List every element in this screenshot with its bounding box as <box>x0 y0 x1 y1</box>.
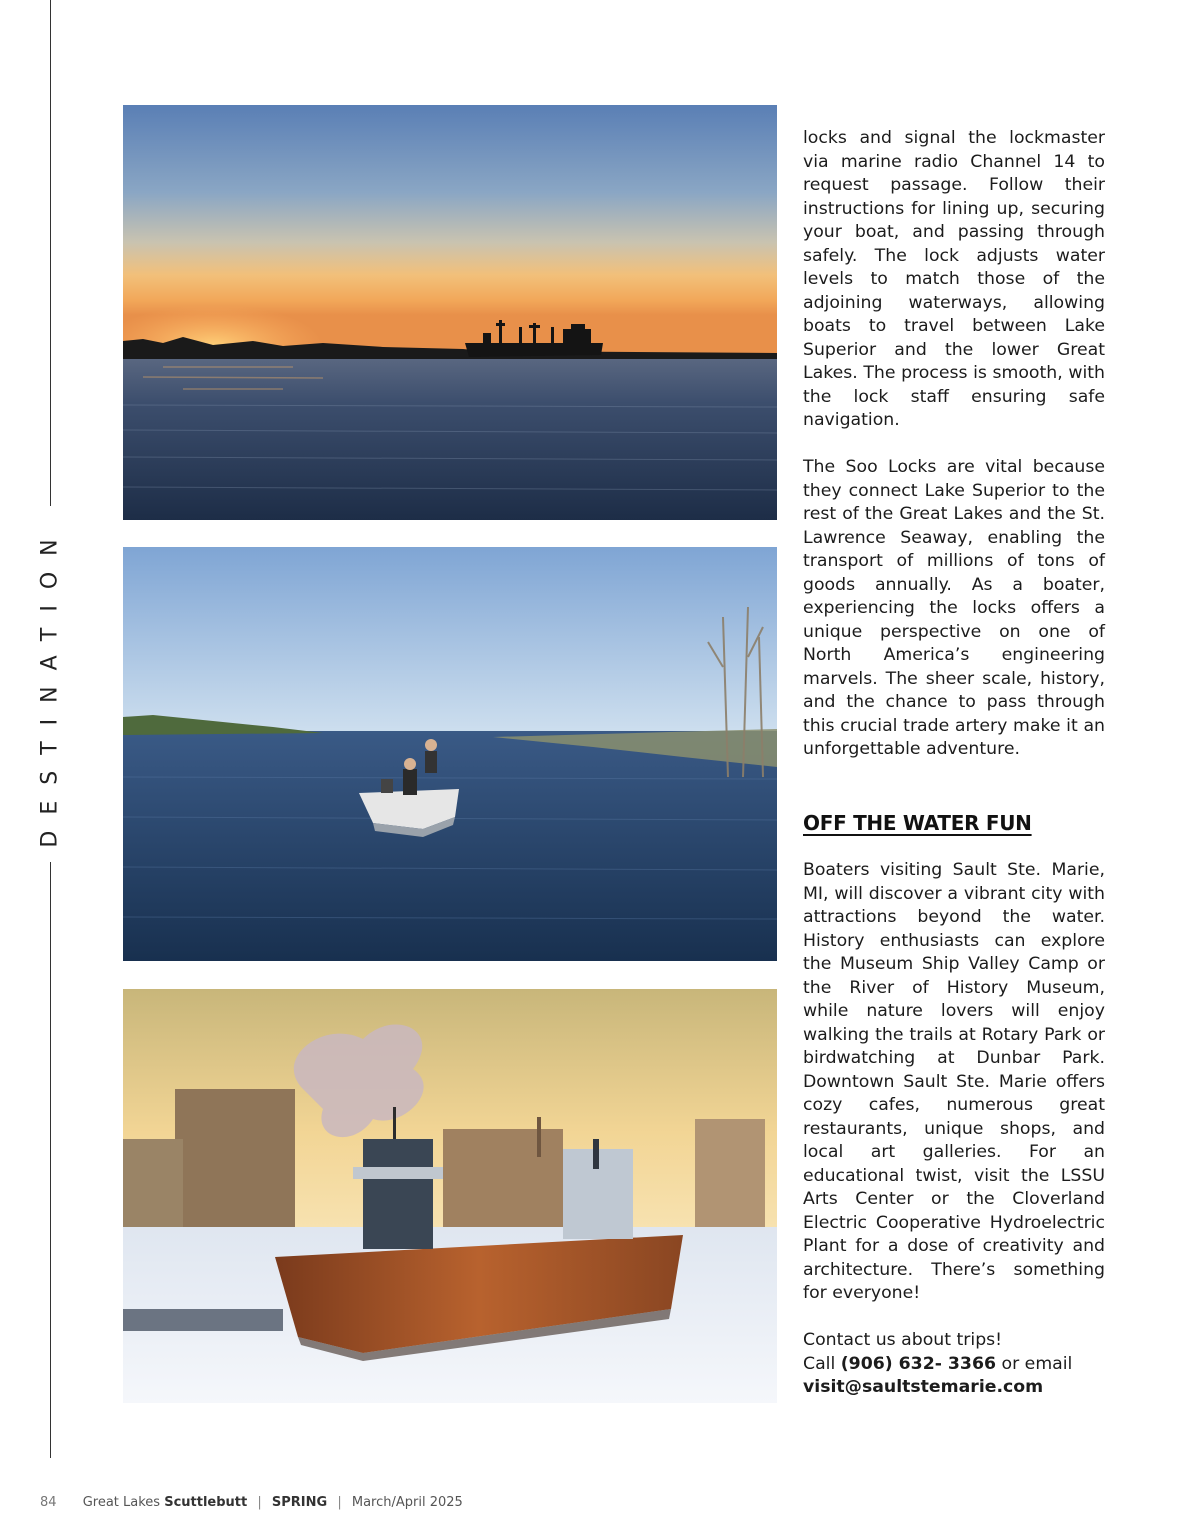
photo-sunset-freighter <box>123 105 777 520</box>
footer-separator-1: | <box>257 1495 262 1510</box>
section-label-text: DESTINATION <box>37 522 63 848</box>
issue-season: SPRING <box>271 1495 328 1510</box>
contact-email-label: or email <box>1001 1353 1073 1374</box>
footer-separator-2: | <box>337 1495 342 1510</box>
section-heading: OFF THE WATER FUN <box>803 810 1032 835</box>
issue-date: March/April 2025 <box>351 1495 463 1510</box>
left-rule-bottom <box>50 862 51 1458</box>
photo-freighter-ice <box>123 989 777 1403</box>
article-text-column <box>803 127 1105 1400</box>
publication-name: Scuttlebutt <box>164 1495 248 1510</box>
left-rule-top <box>50 0 51 506</box>
contact-email[interactable]: visit@saultstemarie.com <box>803 1377 1044 1397</box>
article-paragraph-1: locks and signal the lockmaster via marine radio Channel 14 to request passage. Follow their instructions for lining up, securing your boat, and passing through safely. The lock adjusts water levels to match those of the adjoining waterways, allowing boats to travel between Lake Superior and the lower Great Lakes. The process is smooth, with the lock staff ensuring safe navigation. <box>803 128 1105 430</box>
contact-block <box>803 1329 1105 1400</box>
contact-call-label: Call <box>803 1353 836 1374</box>
article-paragraph-2: The Soo Locks are vital because they connect Lake Superior to the rest of the Great Lakes and the St. Lawrence Seaway, enabling the transport of millions of tons of goods annually. As a boater, experiencing the locks offers a unique perspective on one of North America’s engineering marvels. The sheer scale, history, and the chance to pass through this crucial trade artery make it an unforgettable adventure. <box>803 457 1105 759</box>
section-label <box>28 522 72 848</box>
page-footer <box>40 1495 463 1510</box>
contact-intro: Contact us about trips! <box>803 1330 1003 1350</box>
page-number: 84 <box>40 1495 57 1510</box>
article-paragraph-3: Boaters visiting Sault Ste. Marie, MI, will discover a vibrant city with attractions beyond the water. History enthusiasts can explore the Museum Ship Valley Camp or the River of History Museum, while nature lovers will enjoy walking the trails at Rotary Park or birdwatching at Dunbar Park. Downtown Sault Ste. Marie offers cozy cafes, numerous great restaurants, unique shops, and local art galleries. For an educational twist, visit the LSSU Arts Center or the Cloverland Electric Cooperative Hydroelectric Plant for a dose of creativity and architecture. There’s something for everyone! <box>803 860 1105 1303</box>
contact-phone[interactable]: (906) 632- 3366 <box>840 1353 997 1374</box>
photo-anglers-boat <box>123 547 777 961</box>
publication-prefix: Great Lakes <box>82 1495 161 1510</box>
